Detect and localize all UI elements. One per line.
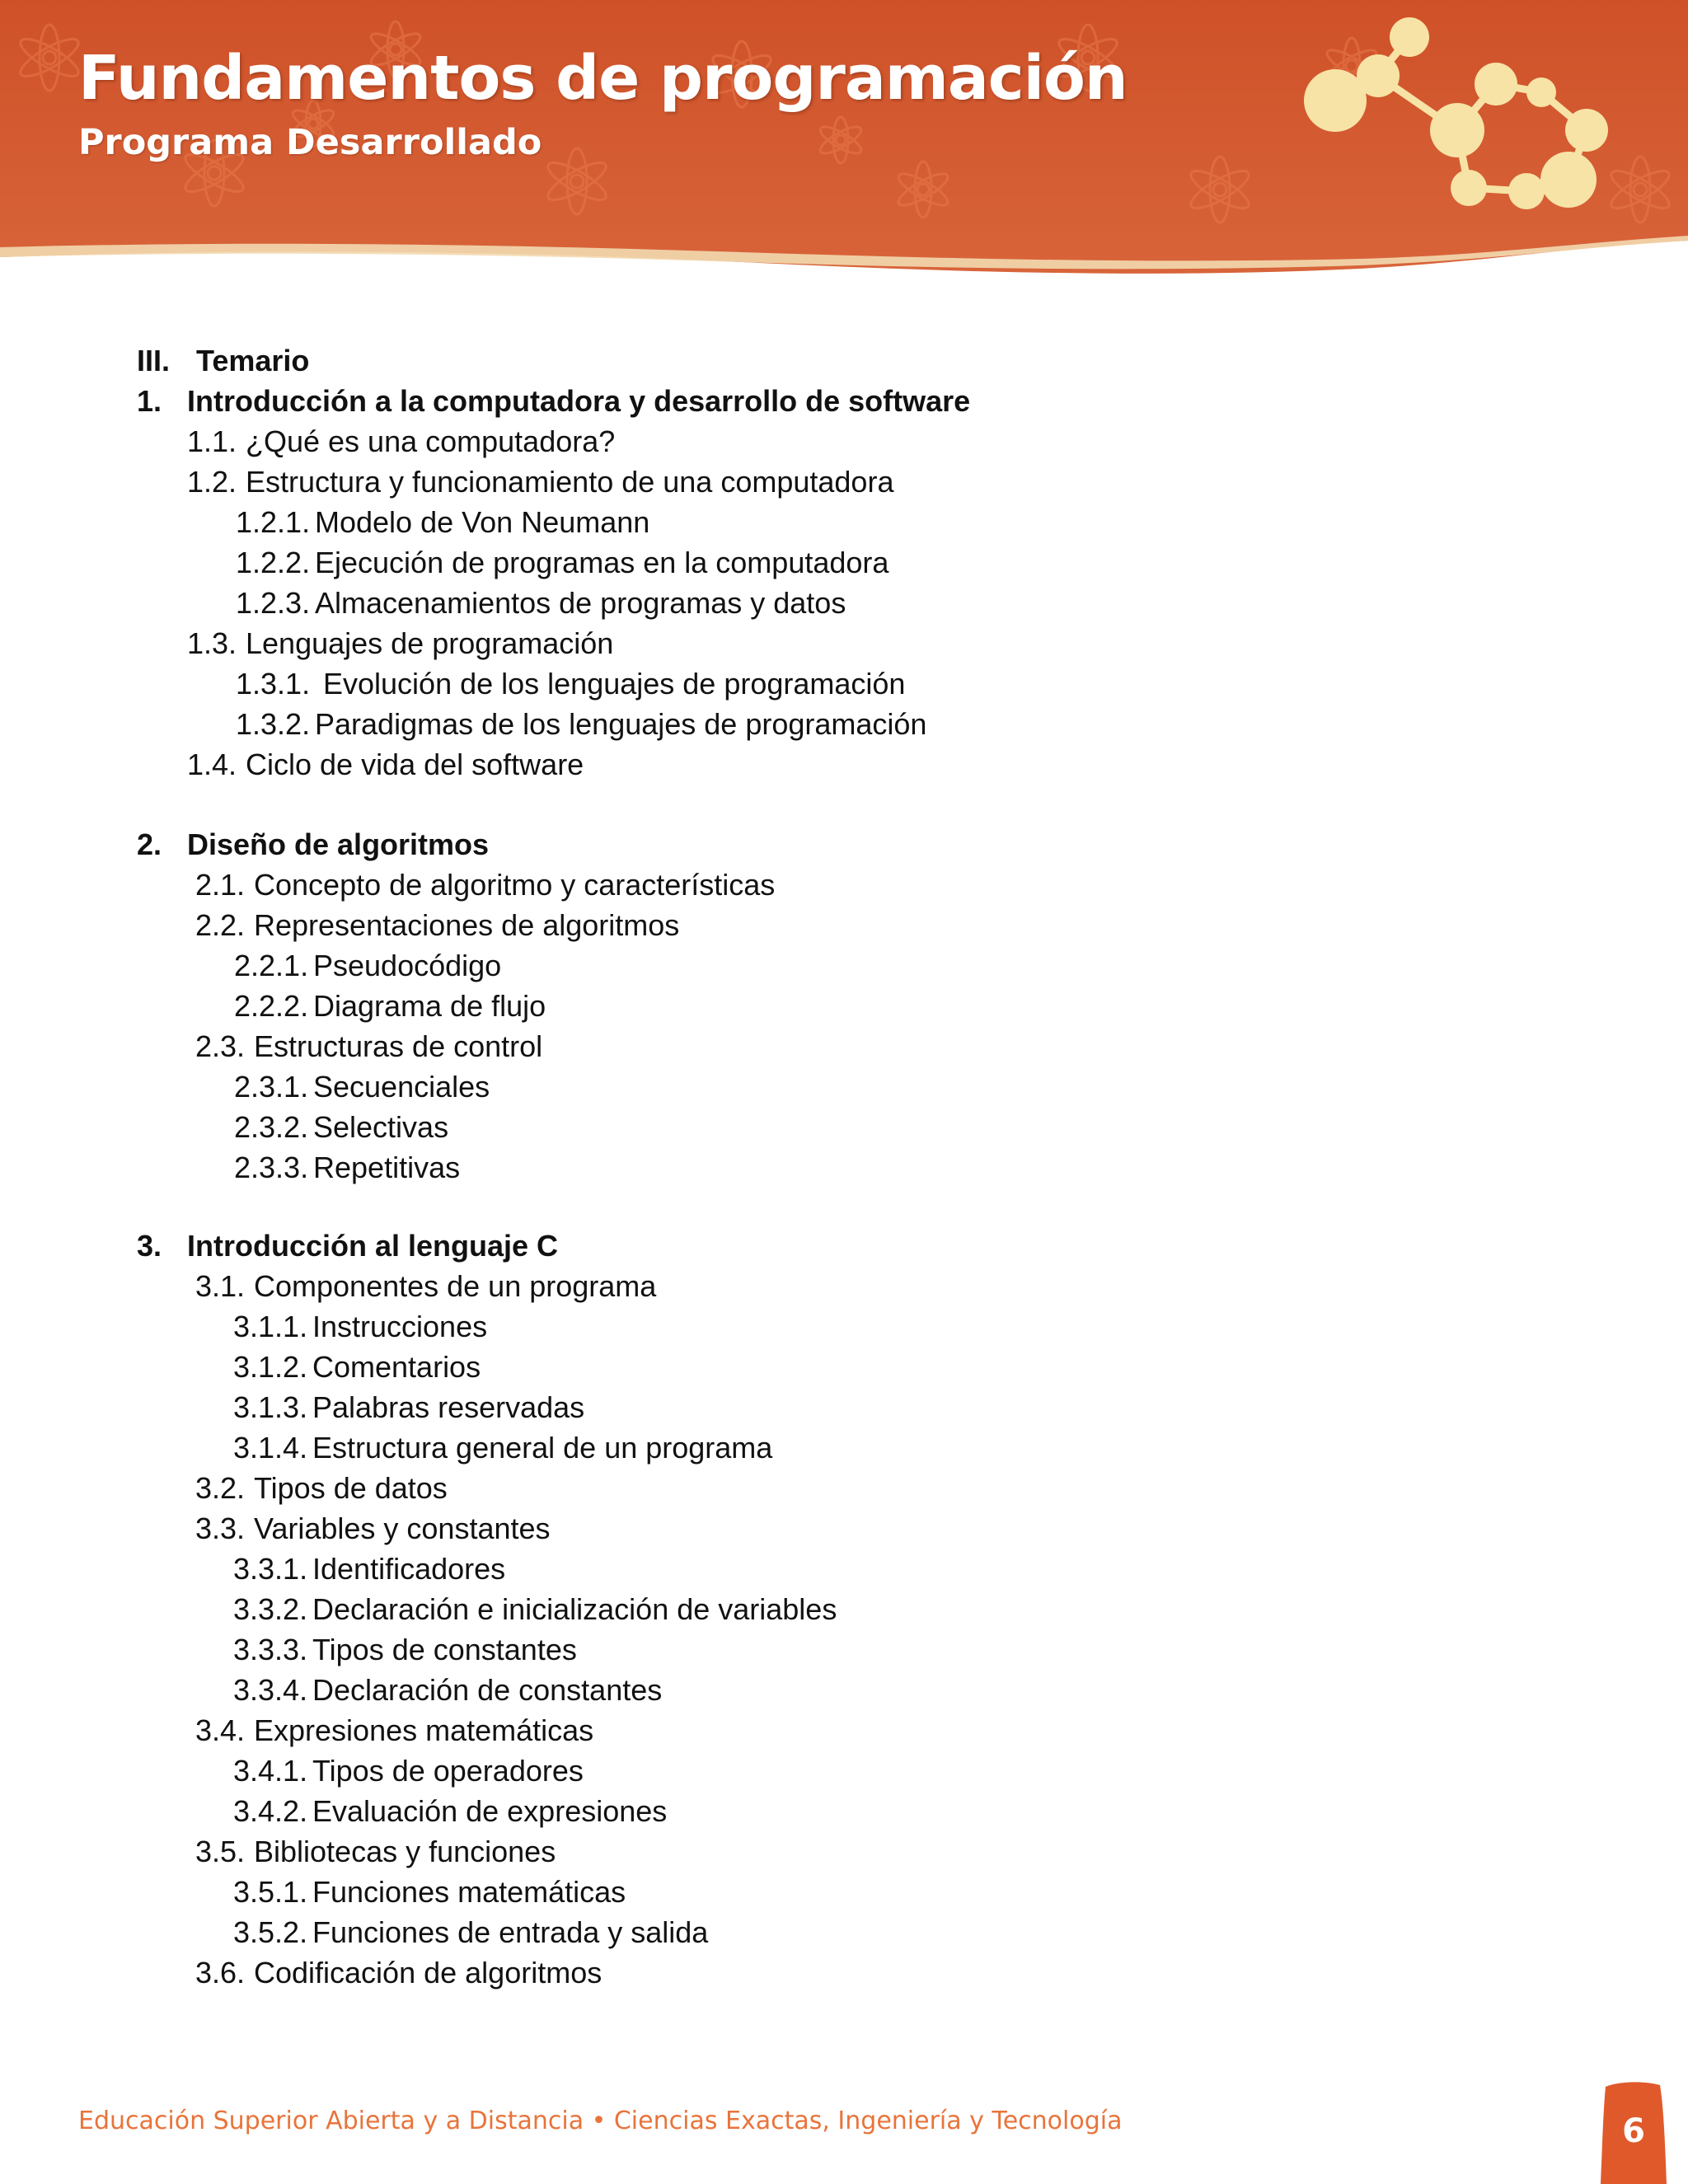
syllabus-item-3-1-3 <box>233 1390 584 1426</box>
item-number: 3.2. <box>195 1471 246 1505</box>
item-text: Estructura y funcionamiento de una computadora <box>246 465 894 499</box>
syllabus-item-1-3-2 <box>236 706 926 743</box>
item-number: 2.3. <box>195 1029 246 1063</box>
syllabus-item-1-3 <box>187 626 613 662</box>
item-number: 3.5.2. <box>233 1915 308 1949</box>
syllabus-item-3-1-4 <box>233 1430 772 1466</box>
item-number: 1.2.2. <box>236 546 311 579</box>
item-text: Secuenciales <box>313 1070 490 1104</box>
item-number: 3.3.4. <box>233 1673 308 1707</box>
section-heading-label: Temario <box>196 344 310 377</box>
syllabus-item-3-5-1 <box>233 1874 626 1910</box>
item-number: 2.3.1. <box>234 1070 309 1104</box>
item-text: ¿Qué es una computadora? <box>246 424 616 458</box>
item-text: Representaciones de algoritmos <box>254 908 680 942</box>
syllabus-item-2-3 <box>195 1029 542 1065</box>
item-text: Introducción a la computadora y desarrollo de software <box>187 384 971 418</box>
item-number: 3.1.3. <box>233 1390 308 1424</box>
syllabus-item-2-2 <box>195 907 679 944</box>
item-text: Estructuras de control <box>254 1029 543 1063</box>
item-text: Bibliotecas y funciones <box>254 1835 556 1868</box>
item-number: 3.4. <box>195 1713 246 1747</box>
syllabus-item-1-3-1 <box>236 666 905 702</box>
item-number: 3.3.1. <box>233 1552 308 1586</box>
item-number: 1.4. <box>187 748 237 781</box>
item-number: 1.1. <box>187 424 237 458</box>
item-number: 2.1. <box>195 868 246 902</box>
syllabus-item-1 <box>137 383 970 419</box>
item-number: 3.4.1. <box>233 1754 308 1788</box>
item-text: Almacenamientos de programas y datos <box>315 586 846 620</box>
syllabus-item-3-1-1 <box>233 1309 487 1345</box>
syllabus-item-2-3-3 <box>234 1150 460 1186</box>
syllabus-item-3-3 <box>195 1511 551 1547</box>
syllabus-item-1-2-1 <box>236 504 649 541</box>
syllabus-item-3-5-2 <box>233 1915 708 1951</box>
item-text: Estructura general de un programa <box>312 1431 773 1465</box>
syllabus-item-2-1 <box>195 867 775 903</box>
item-number: 1.2. <box>187 465 237 499</box>
item-text: Instrucciones <box>312 1310 488 1343</box>
item-number: 3.5.1. <box>233 1875 308 1909</box>
item-text: Paradigmas de los lenguajes de programación <box>315 707 927 741</box>
item-text: Ciclo de vida del software <box>246 748 584 781</box>
item-number: 1.2.1. <box>236 505 311 539</box>
item-number: 1.3. <box>187 626 237 660</box>
syllabus-item-3-6 <box>195 1955 602 1991</box>
syllabus-item-3-4-2 <box>233 1793 667 1830</box>
item-text: Modelo de Von Neumann <box>315 505 650 539</box>
syllabus-item-1-2-3 <box>236 585 846 621</box>
section-heading <box>137 343 309 379</box>
syllabus-item-2-2-2 <box>234 988 546 1024</box>
item-text: Identificadores <box>312 1552 506 1586</box>
item-number: 2.2.1. <box>234 949 309 982</box>
item-number: 1.2.3. <box>236 586 311 620</box>
page-number: 6 <box>1622 2112 1645 2150</box>
syllabus-item-2 <box>137 827 489 863</box>
item-text: Expresiones matemáticas <box>254 1713 594 1747</box>
syllabus-item-1-2-2 <box>236 545 889 581</box>
item-number: 3.6. <box>195 1956 246 1990</box>
item-text: Diseño de algoritmos <box>187 827 490 861</box>
item-number: 3.1.4. <box>233 1431 308 1465</box>
item-number: 2.2.2. <box>234 989 309 1023</box>
item-number: 2.2. <box>195 908 246 942</box>
syllabus-item-3-3-3 <box>233 1632 577 1668</box>
syllabus-item-3-3-4 <box>233 1672 662 1708</box>
syllabus-item-1-4 <box>187 747 584 783</box>
syllabus-item-3 <box>137 1228 558 1264</box>
item-text: Declaración de constantes <box>312 1673 663 1707</box>
syllabus-item-1-2 <box>187 464 893 500</box>
item-text: Declaración e inicialización de variables <box>312 1592 837 1626</box>
item-number: 3.1. <box>195 1269 246 1303</box>
syllabus-item-3-5 <box>195 1834 556 1870</box>
section-heading-number: III. <box>137 344 171 377</box>
item-text: Tipos de operadores <box>312 1754 584 1788</box>
syllabus-item-3-2 <box>195 1470 448 1507</box>
document-title: Fundamentos de programación <box>78 43 1128 114</box>
item-number: 1.3.1. <box>236 667 311 701</box>
footer-text: Educación Superior Abierta y a Distancia • Ciencias Exactas, Ingeniería y Tecnología <box>78 2107 1123 2135</box>
item-number: 2.3.3. <box>234 1151 309 1184</box>
syllabus-item-1-1 <box>187 424 615 460</box>
item-text: Evaluación de expresiones <box>312 1794 668 1828</box>
syllabus-item-2-3-1 <box>234 1069 490 1105</box>
item-text: Codificación de algoritmos <box>254 1956 603 1990</box>
item-number: 3.3. <box>195 1511 246 1545</box>
item-number: 3.4.2. <box>233 1794 308 1828</box>
item-text: Introducción al lenguaje C <box>187 1229 559 1263</box>
syllabus-item-3-1-2 <box>233 1349 481 1385</box>
item-number: 3.5. <box>195 1835 246 1868</box>
item-number: 1.3.2. <box>236 707 311 741</box>
syllabus-item-3-1 <box>195 1268 656 1305</box>
syllabus-item-2-2-1 <box>234 948 501 984</box>
item-text: Concepto de algoritmo y características <box>254 868 776 902</box>
item-text: Pseudocódigo <box>313 949 502 982</box>
item-text: Evolución de los lenguajes de programación <box>323 667 906 701</box>
item-text: Tipos de datos <box>254 1471 448 1505</box>
item-number: 2. <box>137 827 162 861</box>
item-number: 3.1.1. <box>233 1310 308 1343</box>
item-number: 1. <box>137 384 162 418</box>
item-text: Funciones de entrada y salida <box>312 1915 709 1949</box>
item-text: Diagrama de flujo <box>313 989 546 1023</box>
item-text: Tipos de constantes <box>312 1633 577 1666</box>
item-number: 2.3.2. <box>234 1110 309 1144</box>
header-banner <box>0 0 1688 297</box>
item-text: Comentarios <box>312 1350 481 1384</box>
item-number: 3.3.3. <box>233 1633 308 1666</box>
syllabus-item-3-3-2 <box>233 1591 837 1628</box>
item-text: Repetitivas <box>313 1151 461 1184</box>
syllabus-item-3-4 <box>195 1713 593 1749</box>
item-number: 3.1.2. <box>233 1350 308 1384</box>
document-subtitle: Programa Desarrollado <box>78 122 542 163</box>
item-text: Funciones matemáticas <box>312 1875 626 1909</box>
syllabus-item-3-3-1 <box>233 1551 505 1587</box>
item-text: Selectivas <box>313 1110 449 1144</box>
item-text: Variables y constantes <box>254 1511 551 1545</box>
item-number: 3. <box>137 1229 162 1263</box>
syllabus-item-3-4-1 <box>233 1753 584 1789</box>
item-text: Ejecución de programas en la computadora <box>315 546 889 579</box>
item-text: Componentes de un programa <box>254 1269 657 1303</box>
syllabus-item-2-3-2 <box>234 1109 448 1146</box>
item-number: 3.3.2. <box>233 1592 308 1626</box>
item-text: Lenguajes de programación <box>246 626 614 660</box>
item-text: Palabras reservadas <box>312 1390 585 1424</box>
